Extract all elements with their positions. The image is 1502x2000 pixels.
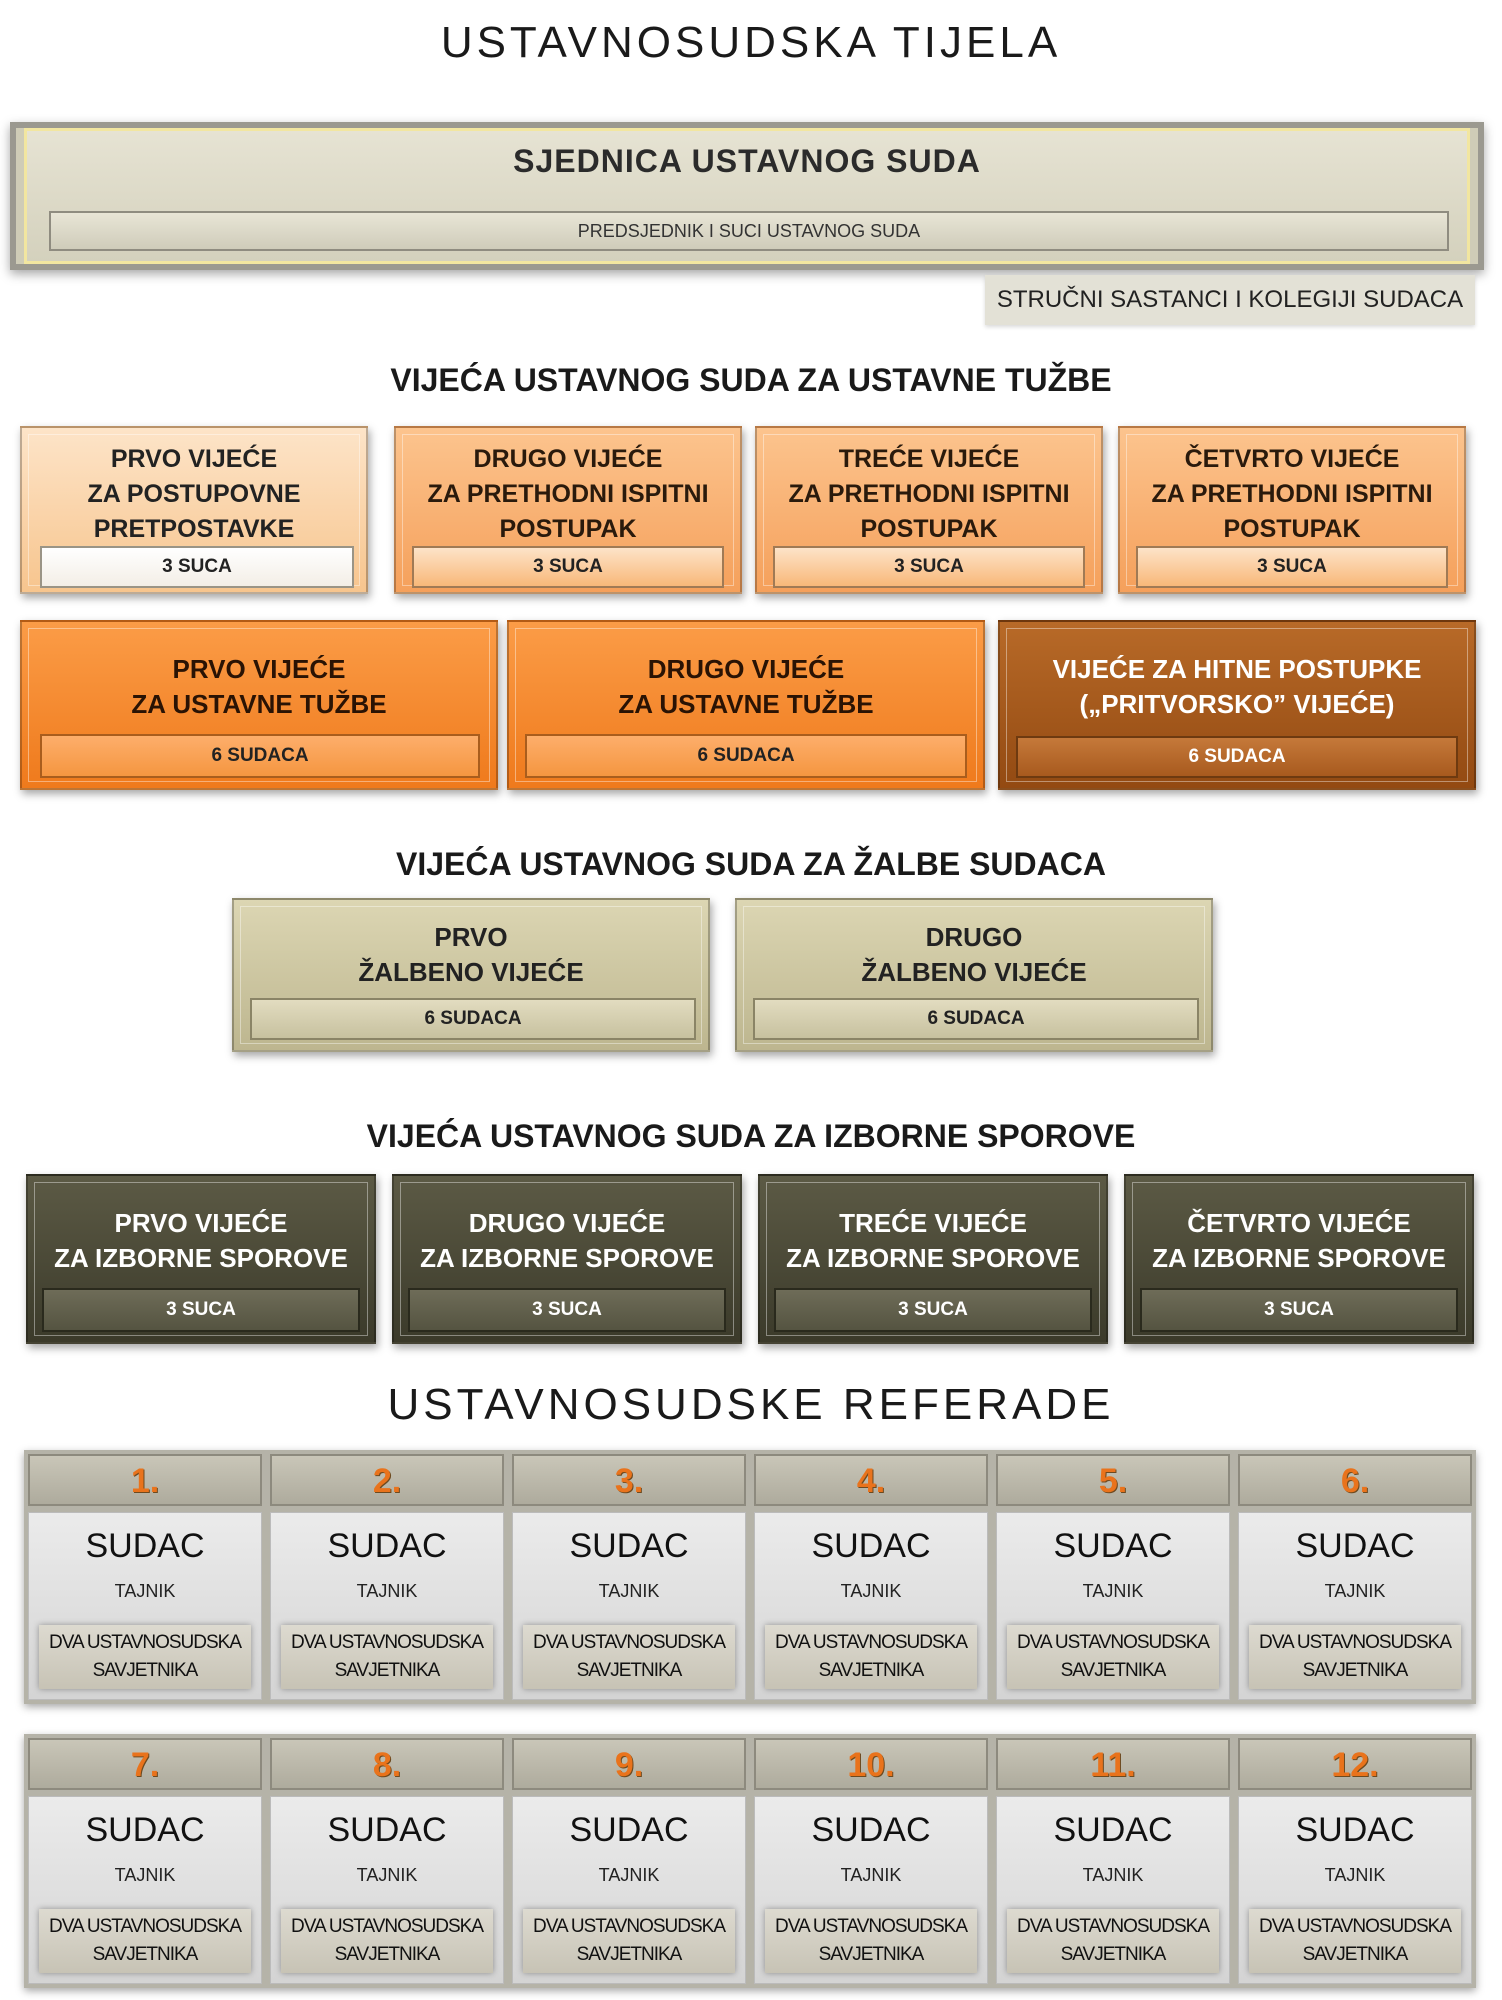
council-count: 3 SUCA	[412, 546, 724, 588]
referada-number: 9.	[512, 1738, 746, 1790]
judge-label: SUDAC	[569, 1811, 689, 1849]
judge-label: SUDAC	[811, 1811, 931, 1849]
council-card: TREĆE VIJEĆE ZA IZBORNE SPOROVE 3 SUCA	[758, 1174, 1108, 1344]
referada-number: 3.	[512, 1454, 746, 1506]
secretary-label: TAJNIK	[598, 1865, 660, 1885]
referada-number: 1.	[28, 1454, 262, 1506]
secretary-label: TAJNIK	[1324, 1581, 1386, 1601]
judge-label: SUDAC	[85, 1527, 205, 1565]
referada-number: 6.	[1238, 1454, 1472, 1506]
council-count: 3 SUCA	[1140, 1288, 1458, 1332]
council-card: TREĆE VIJEĆE ZA PRETHODNI ISPITNI POSTUPAK 3 SUCA	[755, 426, 1103, 594]
referade-heading: USTAVNOSUDSKE REFERADE	[387, 1380, 1115, 1429]
council-card: ČETVRTO VIJEĆE ZA IZBORNE SPOROVE 3 SUCA	[1124, 1174, 1474, 1344]
referada-cell	[266, 1450, 508, 1704]
referade-row	[24, 1450, 1476, 1704]
secretary-label: TAJNIK	[598, 1581, 660, 1601]
complaints-heading: VIJEĆA USTAVNOG SUDA ZA USTAVNE TUŽBE	[390, 362, 1112, 398]
advisors-box: DVA USTAVNOSUDSKA SAVJETNIKA	[523, 1625, 735, 1689]
session-members: PREDSJEDNIK I SUCI USTAVNOG SUDA	[49, 211, 1449, 251]
secretary-label: TAJNIK	[840, 1581, 902, 1601]
judge-label: SUDAC	[85, 1811, 205, 1849]
referada-cell	[1234, 1734, 1476, 1988]
appeals-heading: VIJEĆA USTAVNOG SUDA ZA ŽALBE SUDACA	[396, 846, 1106, 882]
referada-number: 7.	[28, 1738, 262, 1790]
council-count: 6 SUDACA	[753, 998, 1199, 1040]
referada-body	[270, 1796, 504, 1984]
elections-heading: VIJEĆA USTAVNOG SUDA ZA IZBORNE SPOROVE	[366, 1118, 1136, 1154]
advisors-box: DVA USTAVNOSUDSKA SAVJETNIKA	[1249, 1909, 1461, 1973]
council-count: 3 SUCA	[42, 1288, 360, 1332]
referada-body	[996, 1796, 1230, 1984]
referade-row	[24, 1734, 1476, 1988]
referada-cell	[24, 1450, 266, 1704]
council-count: 6 SUDACA	[1016, 736, 1458, 778]
council-count: 3 SUCA	[408, 1288, 726, 1332]
referada-number: 12.	[1238, 1738, 1472, 1790]
referada-body	[28, 1796, 262, 1984]
judge-label: SUDAC	[327, 1811, 447, 1849]
referada-body	[754, 1512, 988, 1700]
referada-cell	[750, 1450, 992, 1704]
council-card: DRUGO VIJEĆE ZA IZBORNE SPOROVE 3 SUCA	[392, 1174, 742, 1344]
council-count: 3 SUCA	[774, 1288, 1092, 1332]
session-title: SJEDNICA USTAVNOG SUDA	[513, 143, 981, 179]
secretary-label: TAJNIK	[840, 1865, 902, 1885]
judge-label: SUDAC	[1295, 1811, 1415, 1849]
council-card: PRVO VIJEĆE ZA USTAVNE TUŽBE 6 SUDACA	[20, 620, 498, 790]
judge-label: SUDAC	[327, 1527, 447, 1565]
referada-cell	[750, 1734, 992, 1988]
page-title: USTAVNOSUDSKA TIJELA	[440, 18, 1062, 67]
secretary-label: TAJNIK	[114, 1865, 176, 1885]
session-box	[10, 122, 1484, 270]
council-card: PRVO VIJEĆE ZA IZBORNE SPOROVE 3 SUCA	[26, 1174, 376, 1344]
secretary-label: TAJNIK	[114, 1581, 176, 1601]
referada-number: 4.	[754, 1454, 988, 1506]
secretary-label: TAJNIK	[1324, 1865, 1386, 1885]
advisors-box: DVA USTAVNOSUDSKA SAVJETNIKA	[1007, 1909, 1219, 1973]
council-card: VIJEĆE ZA HITNE POSTUPKE („PRITVORSKO” VIJEĆE) 6 SUDACA	[998, 620, 1476, 790]
referada-cell	[266, 1734, 508, 1988]
referada-number: 5.	[996, 1454, 1230, 1506]
secretary-label: TAJNIK	[356, 1865, 418, 1885]
council-card: PRVO VIJEĆE ZA POSTUPOVNE PRETPOSTAVKE 3 SUCA	[20, 426, 368, 594]
judge-label: SUDAC	[1053, 1527, 1173, 1565]
council-card: ČETVRTO VIJEĆE ZA PRETHODNI ISPITNI POSTUPAK 3 SUCA	[1118, 426, 1466, 594]
referada-cell	[24, 1734, 266, 1988]
judge-label: SUDAC	[811, 1527, 931, 1565]
council-card: DRUGO ŽALBENO VIJEĆE 6 SUDACA	[735, 898, 1213, 1052]
secretary-label: TAJNIK	[356, 1581, 418, 1601]
advisors-box: DVA USTAVNOSUDSKA SAVJETNIKA	[1007, 1625, 1219, 1689]
referada-number: 10.	[754, 1738, 988, 1790]
referada-cell	[992, 1450, 1234, 1704]
advisors-box: DVA USTAVNOSUDSKA SAVJETNIKA	[765, 1625, 977, 1689]
advisors-box: DVA USTAVNOSUDSKA SAVJETNIKA	[39, 1625, 251, 1689]
referada-body	[1238, 1512, 1472, 1700]
advisors-box: DVA USTAVNOSUDSKA SAVJETNIKA	[1249, 1625, 1461, 1689]
advisors-box: DVA USTAVNOSUDSKA SAVJETNIKA	[281, 1625, 493, 1689]
meetings-box: STRUČNI SASTANCI I KOLEGIJI SUDACA	[985, 275, 1475, 325]
council-count: 3 SUCA	[40, 546, 354, 588]
referada-body	[754, 1796, 988, 1984]
advisors-box: DVA USTAVNOSUDSKA SAVJETNIKA	[765, 1909, 977, 1973]
referada-body	[270, 1512, 504, 1700]
referada-body	[996, 1512, 1230, 1700]
council-count: 6 SUDACA	[525, 734, 967, 778]
advisors-box: DVA USTAVNOSUDSKA SAVJETNIKA	[39, 1909, 251, 1973]
advisors-box: DVA USTAVNOSUDSKA SAVJETNIKA	[281, 1909, 493, 1973]
council-card: PRVO ŽALBENO VIJEĆE 6 SUDACA	[232, 898, 710, 1052]
referada-cell	[1234, 1450, 1476, 1704]
council-count: 3 SUCA	[773, 546, 1085, 588]
referada-cell	[992, 1734, 1234, 1988]
council-count: 6 SUDACA	[250, 998, 696, 1040]
referada-number: 11.	[996, 1738, 1230, 1790]
referada-number: 2.	[270, 1454, 504, 1506]
referada-body	[1238, 1796, 1472, 1984]
referada-cell	[508, 1734, 750, 1988]
council-card: DRUGO VIJEĆE ZA PRETHODNI ISPITNI POSTUPAK 3 SUCA	[394, 426, 742, 594]
secretary-label: TAJNIK	[1082, 1865, 1144, 1885]
judge-label: SUDAC	[1053, 1811, 1173, 1849]
council-card: DRUGO VIJEĆE ZA USTAVNE TUŽBE 6 SUDACA	[507, 620, 985, 790]
referada-body	[512, 1796, 746, 1984]
referada-body	[512, 1512, 746, 1700]
referada-body	[28, 1512, 262, 1700]
judge-label: SUDAC	[569, 1527, 689, 1565]
referada-number: 8.	[270, 1738, 504, 1790]
referada-cell	[508, 1450, 750, 1704]
advisors-box: DVA USTAVNOSUDSKA SAVJETNIKA	[523, 1909, 735, 1973]
secretary-label: TAJNIK	[1082, 1581, 1144, 1601]
council-count: 6 SUDACA	[40, 734, 480, 778]
judge-label: SUDAC	[1295, 1527, 1415, 1565]
council-count: 3 SUCA	[1136, 546, 1448, 588]
